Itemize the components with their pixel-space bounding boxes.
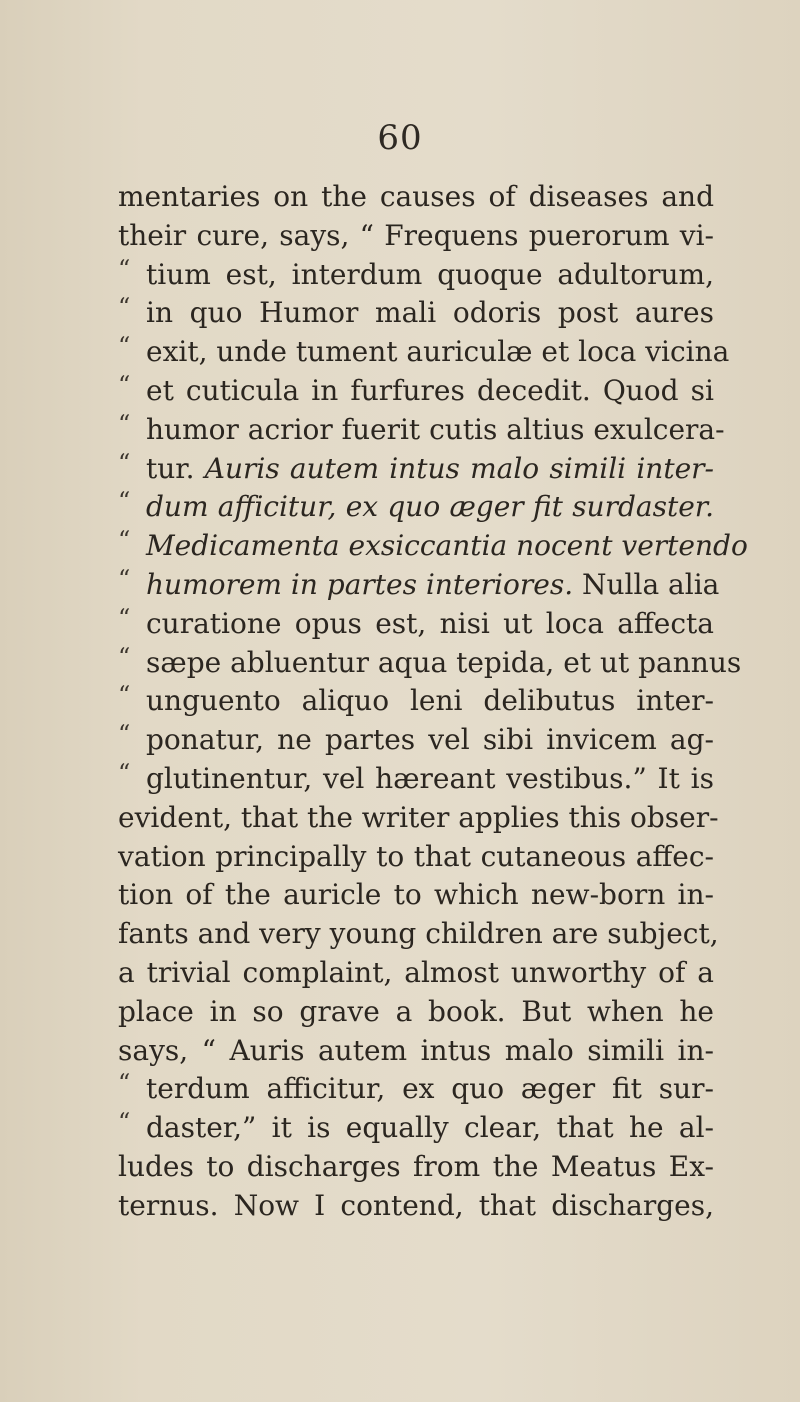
text-segment: in quo Humor mali odoris post aures: [146, 296, 714, 330]
text-line: [118, 1109, 714, 1148]
text-line: [118, 217, 714, 256]
text-line: [118, 294, 714, 333]
text-line: [118, 333, 730, 372]
text-line: [118, 760, 714, 799]
text-segment: exit, unde tument auriculæ et loca vicina: [146, 335, 730, 369]
text-segment: Nulla alia: [573, 567, 720, 601]
text-line: [118, 450, 714, 489]
text-segment: daster,” it is equally clear, that he al-: [146, 1111, 714, 1145]
text-line: [118, 178, 714, 217]
text-segment: a trivial complaint, almost unworthy of a: [118, 955, 714, 989]
text-segment: terdum afficitur, ex quo æger fit sur-: [146, 1072, 714, 1106]
text-line: [118, 954, 714, 993]
text-segment: says, “ Auris autem intus malo simili in-: [118, 1033, 714, 1067]
text-line: [118, 993, 714, 1032]
text-segment: evident, that the writer applies this obser-: [118, 800, 719, 834]
italic-text: humorem in partes interiores.: [146, 567, 574, 601]
page-number: 60: [377, 118, 423, 158]
text-segment: mentaries on the causes of diseases and: [118, 180, 714, 213]
text-segment: unguento aliquo leni delibutus inter-: [146, 684, 714, 718]
text-segment: their cure, says, “ Frequens puerorum vi-: [118, 218, 714, 252]
text-segment: ponatur, ne partes vel sibi invicem ag-: [146, 723, 714, 757]
text-line: [118, 1148, 714, 1187]
italic-text: dum afficitur, ex quo æger fit surdaster.: [146, 490, 714, 524]
text-line: [118, 644, 742, 683]
text-segment: ternus. Now I contend, that discharges,: [118, 1188, 714, 1222]
text-line: [118, 1070, 714, 1109]
text-line: [118, 799, 719, 838]
text-line: [118, 682, 714, 721]
text-segment: tur.: [146, 451, 205, 485]
italic-text: Medicamenta exsiccantia nocent vertendo: [146, 529, 748, 563]
body-text: [118, 178, 748, 1226]
text-line: [118, 876, 714, 915]
italic-text: Auris autem intus malo simili inter-: [204, 451, 714, 485]
text-segment: ludes to discharges from the Meatus Ex-: [118, 1149, 714, 1183]
text-line: [118, 566, 720, 605]
text-segment: tium est, interdum quoque adultorum,: [146, 257, 714, 291]
text-segment: glutinentur, vel hæreant vestibus.” It is: [146, 761, 714, 795]
text-line: [118, 838, 714, 877]
text-line: [118, 256, 714, 295]
text-segment: tion of the auricle to which new-born in-: [118, 878, 714, 912]
text-line: [118, 1187, 714, 1226]
text-line: [118, 527, 748, 566]
text-segment: humor acrior fuerit cutis altius exulcera-: [146, 412, 725, 446]
text-line: [118, 372, 714, 411]
text-segment: sæpe abluentur aqua tepida, et ut pannus: [146, 645, 742, 679]
text-line: [118, 915, 719, 954]
text-line: [118, 605, 714, 644]
text-segment: place in so grave a book. But when he: [118, 994, 714, 1028]
text-segment: fants and very young children are subject,: [118, 917, 719, 951]
text-line: [118, 721, 714, 760]
text-segment: curatione opus est, nisi ut loca affecta: [146, 606, 714, 640]
text-line: [118, 411, 725, 450]
text-line: [118, 1032, 714, 1071]
text-segment: et cuticula in furfures decedit. Quod si: [146, 373, 714, 407]
text-line: [118, 488, 714, 527]
text-segment: vation principally to that cutaneous affec-: [118, 839, 714, 873]
